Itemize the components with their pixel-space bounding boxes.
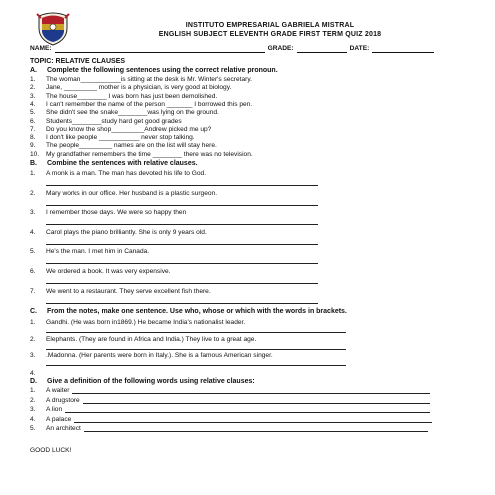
answer-line[interactable] bbox=[46, 224, 318, 225]
question-text: I can't remember the name of the person _______ I borrowed this pen. bbox=[46, 100, 253, 108]
question-item bbox=[30, 142, 217, 149]
section-a-heading: A. Complete the following sentences using the correct relative pronoun. bbox=[30, 67, 278, 74]
question-item bbox=[30, 352, 273, 359]
question-text: An architect bbox=[46, 425, 81, 432]
question-item bbox=[30, 170, 206, 177]
question-item bbox=[30, 109, 219, 116]
question-number: 4. bbox=[30, 415, 36, 423]
section-c-heading: C. From the notes, make one sentence. Use who, whose or which with the words in brackets. bbox=[30, 308, 347, 315]
definition-answer-line[interactable] bbox=[83, 397, 431, 404]
question-text: Mary works in our office. Her husband is a plastic surgeon. bbox=[46, 189, 218, 197]
question-number: 9. bbox=[30, 142, 36, 150]
question-number: 2. bbox=[30, 336, 36, 343]
question-number: 3. bbox=[30, 92, 36, 100]
question-number: 2. bbox=[30, 396, 36, 404]
question-number: 3. bbox=[30, 209, 36, 217]
question-item bbox=[30, 425, 428, 432]
question-number: 3. bbox=[30, 406, 36, 413]
section-d-heading: D. Give a definition of the following words using relative clauses: bbox=[30, 378, 255, 385]
question-item bbox=[30, 101, 252, 108]
question-text: I don't like people ___________ never stop talking. bbox=[46, 134, 195, 142]
question-item bbox=[30, 387, 430, 394]
question-number: 1. bbox=[30, 319, 36, 326]
question-number: 1. bbox=[30, 170, 36, 177]
question-item bbox=[30, 190, 217, 197]
answer-line[interactable] bbox=[46, 263, 318, 264]
closing-text: GOOD LUCK! bbox=[30, 447, 72, 454]
question-number: 4. bbox=[30, 228, 36, 236]
question-text: A drugstore bbox=[46, 396, 80, 404]
question-item bbox=[30, 268, 171, 275]
question-text: We ordered a book. It was very expensive. bbox=[46, 268, 171, 275]
question-item bbox=[30, 397, 430, 404]
quiz-subtitle: ENGLISH SUBJECT ELEVENTH GRADE FIRST TERM QUIZ 2018 bbox=[158, 31, 382, 38]
question-text: Jane, _________ mother is a physician, is very good at biology. bbox=[46, 84, 232, 92]
topic-heading: TOPIC: RELATIVE CLAUSES bbox=[30, 58, 126, 65]
question-number: 5. bbox=[30, 248, 36, 256]
grade-label: GRADE: bbox=[267, 45, 294, 52]
answer-line[interactable] bbox=[46, 283, 318, 284]
question-item bbox=[30, 288, 211, 295]
question-number: 1. bbox=[30, 76, 36, 83]
school-name: INSTITUTO EMPRESARIAL GABRIELA MISTRAL bbox=[185, 22, 355, 29]
question-number: 8. bbox=[30, 134, 36, 142]
question-text: Carol plays the piano brilliantly. She is only 9 years old. bbox=[46, 228, 207, 236]
question-number: 10. bbox=[30, 150, 40, 158]
definition-answer-line[interactable] bbox=[74, 416, 432, 423]
question-item bbox=[30, 84, 231, 91]
section-b-heading: B. Combine the sentences with relative clauses. bbox=[30, 160, 198, 167]
question-number: 1. bbox=[30, 387, 36, 394]
question-number: 6. bbox=[30, 268, 36, 275]
answer-line[interactable] bbox=[46, 303, 318, 304]
answer-line[interactable] bbox=[46, 185, 318, 186]
date-field[interactable] bbox=[372, 45, 434, 53]
question-text: Elephants. (They are found in Africa and India.) They live to a great age. bbox=[46, 336, 257, 343]
question-item bbox=[30, 134, 195, 141]
answer-line[interactable] bbox=[46, 244, 318, 245]
question-text: A palace bbox=[46, 415, 72, 423]
question-text: He's the man. I met him in Canada. bbox=[46, 248, 150, 256]
question-text: She didn't see the snake________was lying on the ground. bbox=[46, 109, 219, 117]
question-text: A waiter bbox=[46, 387, 70, 394]
question-number: 6. bbox=[30, 117, 36, 125]
question-text: The people_________ names are on the list will stay here. bbox=[46, 142, 217, 150]
answer-line[interactable] bbox=[46, 365, 346, 366]
grade-field[interactable] bbox=[297, 45, 347, 53]
date-label: DATE: bbox=[349, 45, 370, 52]
question-text: .Madonna. (Her parents were born in Italy.). She is a famous American singer. bbox=[46, 352, 273, 359]
question-number: 4. bbox=[30, 100, 36, 108]
answer-line[interactable] bbox=[46, 205, 318, 206]
definition-answer-line[interactable] bbox=[65, 406, 430, 413]
question-number: 2. bbox=[30, 84, 36, 92]
question-text: Do you know the shop_________Andrew picked me up? bbox=[46, 125, 212, 133]
question-item bbox=[30, 151, 253, 158]
question-text: A monk is a man. The man has devoted his life to God. bbox=[46, 170, 207, 177]
question-item bbox=[30, 209, 186, 216]
answer-line[interactable] bbox=[46, 332, 346, 333]
question-number: 7. bbox=[30, 125, 36, 133]
question-item bbox=[30, 370, 46, 377]
question-item bbox=[30, 248, 149, 255]
question-text: Students________study hard get good grades bbox=[46, 117, 182, 125]
school-crest-logo bbox=[36, 10, 70, 46]
question-number: 5. bbox=[30, 425, 36, 432]
question-number: 4. bbox=[30, 370, 36, 377]
question-text: The woman___________is sitting at the desk is Mr. Winter's secretary. bbox=[46, 76, 253, 83]
question-item bbox=[30, 336, 256, 343]
question-text: Gandhi. (He was born in1869.) He became India's nationalist leader. bbox=[46, 319, 246, 326]
question-text: A lion bbox=[46, 406, 63, 413]
student-info-row bbox=[30, 45, 434, 53]
name-label: NAME: bbox=[30, 45, 52, 52]
answer-line[interactable] bbox=[46, 349, 346, 350]
question-item bbox=[30, 416, 432, 423]
definition-answer-line[interactable] bbox=[72, 387, 430, 394]
question-item bbox=[30, 319, 245, 326]
question-text: The house________ I was born has just been demolished. bbox=[46, 92, 218, 100]
question-item bbox=[30, 93, 217, 100]
question-item bbox=[30, 76, 252, 83]
question-text: My grandfather remembers the time ________ there was no television. bbox=[46, 150, 253, 158]
question-item bbox=[30, 118, 182, 125]
question-number: 2. bbox=[30, 189, 36, 197]
question-number: 3. bbox=[30, 352, 36, 359]
definition-answer-line[interactable] bbox=[84, 425, 428, 432]
question-number: 7. bbox=[30, 287, 36, 295]
question-text: We went to a restaurant. They serve excellent fish there. bbox=[46, 287, 211, 295]
question-item bbox=[30, 229, 207, 236]
question-number: 5. bbox=[30, 109, 36, 117]
question-item bbox=[30, 126, 211, 133]
question-item bbox=[30, 406, 430, 413]
question-text: I remember those days. We were so happy then bbox=[46, 209, 187, 217]
name-field[interactable] bbox=[55, 45, 265, 53]
